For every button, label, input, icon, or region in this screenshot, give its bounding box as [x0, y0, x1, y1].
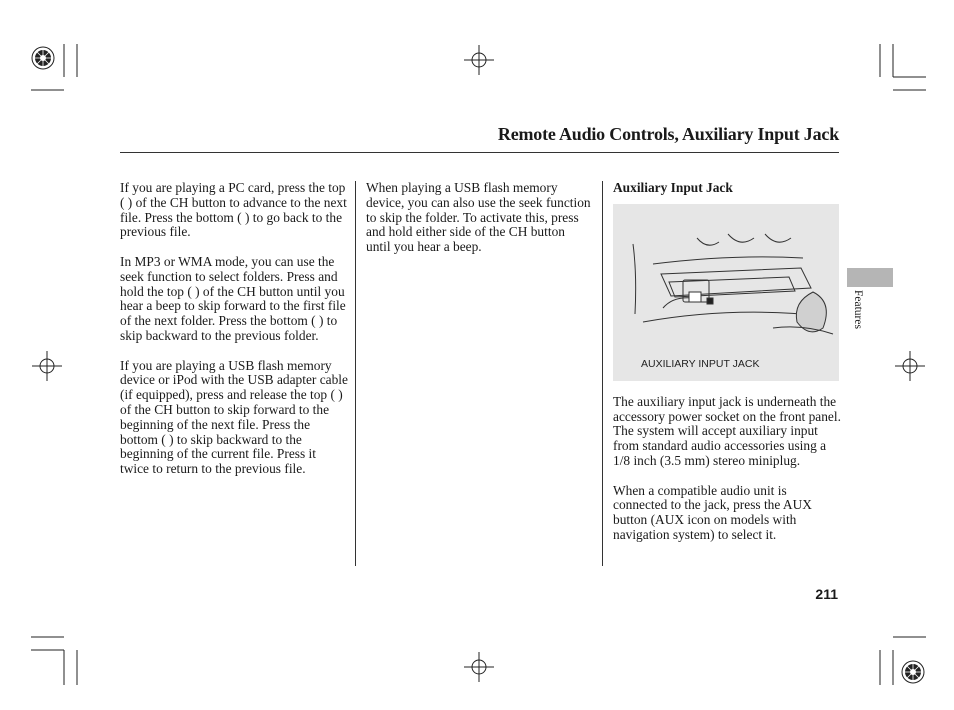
paragraph: When a compatible audio unit is connected to the jack, press the AUX button (AUX icon on models with navigation system) to select it. [613, 482, 812, 542]
registration-target-icon [464, 652, 494, 682]
registration-target-icon [464, 45, 494, 75]
aux-jack-illustration [613, 204, 839, 381]
dashboard-drawing-icon [613, 204, 839, 354]
starburst-mark-icon [32, 47, 54, 69]
section-heading: Auxiliary Input Jack [613, 180, 733, 195]
header-rule [120, 152, 839, 153]
paragraph: In MP3 or WMA mode, you can use the seek function to select folders. Press and hold the top ( ) of the CH button until you hear a beep to skip forward to the first file of the next folder. Press the bottom ( ) to skip backward to the previous folder. [120, 253, 346, 343]
paragraph: The auxiliary input jack is underneath the accessory power socket on the front panel. The system will accept auxiliary input from standard audio accessories using a 1/8 inch (3.5 mm) stereo miniplug. [613, 393, 841, 468]
paragraph: If you are playing a PC card, press the top ( ) of the CH button to advance to the next file. Press the bottom ( ) to go back to the previous file. [120, 180, 347, 240]
figure-caption: AUXILIARY INPUT JACK [641, 357, 760, 370]
registration-target-icon [32, 351, 62, 381]
paragraph: If you are playing a USB flash memory device or iPod with the USB adapter cable (if equipped), press and release the top ( ) of the CH button to skip forward to the beginning of the next file. Press the bottom ( ) to skip backward to the beginning of the current file. Press it twice to return to the previous file. [120, 357, 348, 477]
column-left [120, 181, 348, 492]
section-tab [847, 268, 893, 287]
page-title: Remote Audio Controls, Auxiliary Input Jack [497, 124, 839, 144]
starburst-mark-icon [902, 661, 924, 683]
column-right [613, 181, 841, 558]
paragraph: When playing a USB flash memory device, you can also use the seek function to skip the folder. To activate this, press and hold either side of the CH button until you hear a beep. [366, 180, 591, 255]
page-number: 211 [815, 586, 838, 602]
column-middle [366, 181, 592, 270]
registration-target-icon [895, 351, 925, 381]
section-tab-label: Features [852, 290, 864, 329]
column-divider [602, 181, 603, 566]
column-divider [355, 181, 356, 566]
